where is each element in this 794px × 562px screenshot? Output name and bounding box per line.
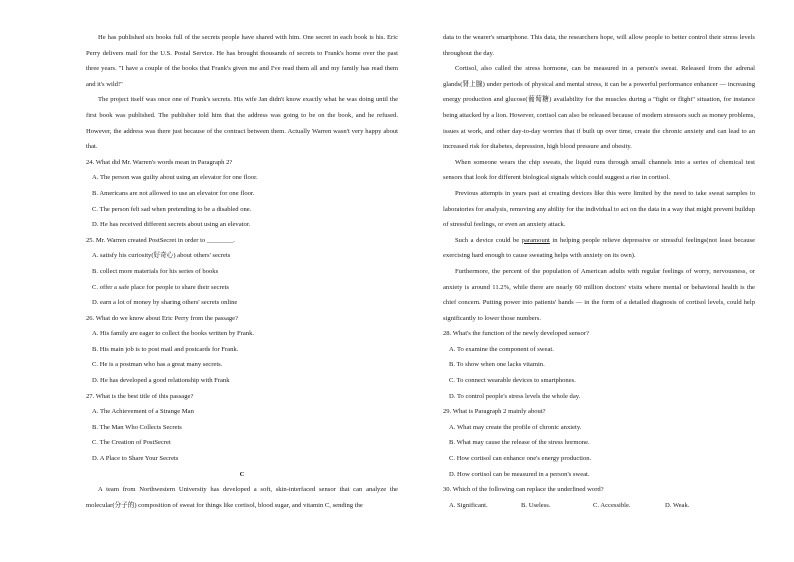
- text-run: Such a device could be: [455, 236, 522, 244]
- right-column: [443, 30, 755, 513]
- answer-option: C. The Creation of PostSecret: [92, 439, 171, 447]
- answer-option: B. His main job is to post mail and postcards for Frank.: [92, 345, 239, 353]
- answer-option: C. He is a postman who has a great many secrets.: [92, 361, 223, 369]
- answer-option: C. To connect wearable devices to smartphones.: [449, 377, 576, 385]
- answer-option: A. Significant.: [449, 501, 488, 509]
- answer-option: D. He has received different secrets about using an elevator.: [92, 221, 251, 229]
- question-stem: 26. What do we know about Eric Perry from the passage?: [86, 314, 239, 322]
- text-run: in helping people relieve depressive or stressful feelings(not least because exercising hard enough to cause sweating helps with anxiety on its own).: [443, 236, 755, 260]
- paragraph: The project itself was once one of Frank's secrets. His wife Jan didn't know exactly what he was doing until the first book was published. The publisher told him that the address was going to be on the book, and he refused. However, the address was there just because of the contract between them. Actually Warren wasn't very happy about that.: [86, 96, 398, 151]
- answer-option: A. The person was guilty about using an elevator for one floor.: [92, 174, 258, 182]
- inline-options: [443, 498, 755, 514]
- question-stem: 27. What is the best title of this passage?: [86, 392, 194, 400]
- answer-option: A. The Achievement of a Strange Man: [92, 408, 194, 416]
- answer-option: A. To examine the component of sweat.: [449, 345, 554, 353]
- answer-option: A. His family are eager to collect the books written by Frank.: [92, 330, 255, 338]
- question-stem: 29. What is Paragraph 2 mainly about?: [443, 408, 546, 416]
- paragraph: Furthermore, the percent of the population of American adults with regular feelings of worry, nervousness, or anxiety is around 11.2%, while there are nearly 60 million doctors' visits where mental or behavioral health is the chief concern. Putting power into patients' hands — in the form of a detailed diagnosis of cortisol levels, could help significantly to lower those numbers.: [443, 267, 755, 322]
- underlined-word: paramount: [521, 236, 550, 244]
- answer-option: C. offer a safe place for people to share their secrets: [92, 283, 230, 291]
- left-column: [86, 30, 398, 513]
- answer-option: D. To control people's stress levels the whole day.: [449, 392, 581, 400]
- question-stem: 25. Mr. Warren created PostSecret in order to ________.: [86, 236, 235, 244]
- answer-option: D. How cortisol can be measured in a person's sweat.: [449, 470, 590, 478]
- paragraph: When someone wears the chip sweats, the liquid runs through small channels into a series of chemical test sensors that look for different biological signals which could suggest a rise in cortisol.: [443, 158, 755, 182]
- answer-option: A. satisfy his curiosity(好奇心) about others' secrets: [92, 252, 231, 260]
- answer-option: B. collect more materials for his series of books: [92, 267, 219, 275]
- answer-option: D. He has developed a good relationship with Frank: [92, 377, 230, 385]
- answer-option: D. Weak.: [665, 501, 690, 509]
- paragraph: Previous attempts in years past at creating devices like this were limited by the need to take sweat samples to laboratories for analysis, removing any ability for the individual to act on the data in a way that might prevent buildup of stressful feelings, or even an anxiety attack.: [443, 189, 755, 229]
- paragraph: data to the wearer's smartphone. This data, the researchers hope, will allow people to better control their stress levels throughout the day.: [443, 34, 755, 57]
- answer-option: D. earn a lot of money by sharing others' secrets online: [92, 299, 238, 307]
- section-label: C: [239, 470, 245, 478]
- paragraph: A team from Northwestern University has developed a soft, skin-interfaced sensor that can analyze the molecular(分子的) composition of sweat for things like cortisol, blood sugar, and vitamin C, sending the: [86, 486, 398, 509]
- answer-option: C. Accessible.: [593, 501, 631, 509]
- answer-option: C. How cortisol can enhance one's energy production.: [449, 455, 592, 463]
- answer-option: B. What may cause the release of the stress hormone.: [449, 439, 590, 447]
- question-stem: 30. Which of the following can replace the underlined word?: [443, 486, 604, 494]
- answer-option: B. Americans are not allowed to use an elevator for one floor.: [92, 189, 255, 197]
- answer-option: C. The person felt sad when pretending to be a disabled one.: [92, 205, 252, 213]
- question-stem: 28. What's the function of the newly developed sensor?: [443, 330, 589, 338]
- paragraph: Cortisol, also called the stress hormone, can be measured in a person's sweat. Released from the adrenal glands(肾上腺) under periods of physical and mental stress, it can be a powerful performance enhancer — increasing energy production and glucose(葡萄糖) availability for the muscles during a "fight or flight" situation, for instance being attacked by a lion. However, cortisol can also be released because of modern stressors such as money problems, issues at work, and other day-to-day worries that if built up over time, create the chronic anxiety and can lead to an increased risk for diabetes, depression, high blood pressure and obesity.: [443, 65, 755, 151]
- answer-option: A. What may create the profile of chronic anxiety.: [449, 423, 582, 431]
- paragraph-with-underlined-word: [443, 233, 755, 264]
- answer-option: B. Useless.: [521, 501, 551, 509]
- question-stem: 24. What did Mr. Warren's words mean in Paragraph 2?: [86, 158, 233, 166]
- paragraph: He has published six books full of the secrets people have shared with him. One secret in each book is his. Eric Perry delivers mail for the U.S. Postal Service. He has brought thousands of secrets to Frank's home over the past three years. "I have a couple of the books that Frank's given me and I've read them all and my family has read them and it's wild!": [86, 34, 398, 88]
- answer-option: B. To show when one lacks vitamin.: [449, 361, 545, 369]
- answer-option: B. The Man Who Collects Secrets: [92, 423, 182, 431]
- answer-option: D. A Place to Share Your Secrets: [92, 455, 179, 463]
